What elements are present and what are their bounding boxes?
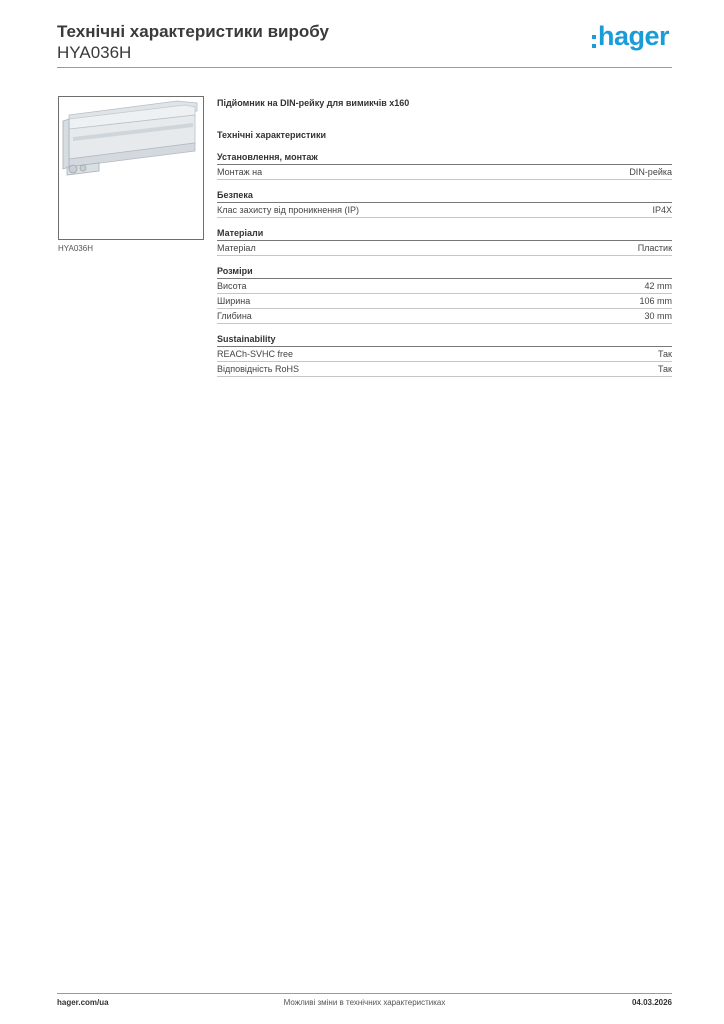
spec-value: 30 mm bbox=[644, 311, 672, 321]
product-code: HYA036H bbox=[57, 43, 132, 62]
spec-value: 42 mm bbox=[644, 281, 672, 291]
spec-group-sustainability bbox=[217, 332, 672, 377]
hager-logo bbox=[592, 21, 672, 55]
page-title: Технічні характеристики виробу bbox=[57, 22, 329, 41]
spec-row bbox=[217, 241, 672, 256]
din-rail-lifter-icon bbox=[59, 97, 203, 239]
group-title: Розміри bbox=[217, 264, 672, 279]
group-title: Sustainability bbox=[217, 332, 672, 347]
spec-group-installation bbox=[217, 150, 672, 180]
spec-row bbox=[217, 165, 672, 180]
spec-value: Пластик bbox=[637, 243, 672, 253]
page-footer bbox=[57, 998, 672, 1012]
spec-value: DIN-рейка bbox=[629, 167, 672, 177]
tech-section-title: Технічні характеристики bbox=[217, 130, 326, 140]
spec-label: Ширина bbox=[217, 296, 251, 306]
logo-dots-icon bbox=[592, 35, 597, 51]
spec-row bbox=[217, 294, 672, 309]
product-name: Підйомник на DIN-рейку для вимикчів x160 bbox=[217, 98, 410, 108]
spec-row bbox=[217, 309, 672, 324]
spec-label: REACh-SVHC free bbox=[217, 349, 294, 359]
header-divider bbox=[57, 67, 672, 68]
logo-text: hager bbox=[598, 21, 670, 51]
footer-date: 04.03.2026 bbox=[631, 998, 672, 1007]
spec-label: Висота bbox=[217, 281, 247, 291]
spec-row bbox=[217, 347, 672, 362]
spec-label: Матеріал bbox=[217, 243, 256, 253]
spec-group-safety bbox=[217, 188, 672, 218]
spec-value: 106 mm bbox=[639, 296, 672, 306]
spec-label: Глибина bbox=[217, 311, 252, 321]
page-header bbox=[57, 20, 672, 70]
image-caption: HYA036H bbox=[58, 244, 93, 253]
spec-group-dimensions bbox=[217, 264, 672, 324]
group-title: Безпека bbox=[217, 188, 672, 203]
spec-panel bbox=[217, 96, 672, 377]
spec-row bbox=[217, 279, 672, 294]
footer-website-link[interactable]: hager.com/ua bbox=[57, 998, 109, 1007]
spec-label: Клас захисту від проникнення (IP) bbox=[217, 205, 360, 215]
spec-row bbox=[217, 203, 672, 218]
spec-label: Відповідність RoHS bbox=[217, 364, 299, 374]
group-title: Матеріали bbox=[217, 226, 672, 241]
group-title: Установлення, монтаж bbox=[217, 150, 672, 165]
spec-group-materials bbox=[217, 226, 672, 256]
product-image bbox=[58, 96, 204, 240]
spec-value: Так bbox=[657, 364, 672, 374]
footer-note: Можливі зміни в технічних характеристиках bbox=[283, 998, 446, 1007]
spec-row bbox=[217, 362, 672, 377]
footer-divider bbox=[57, 993, 672, 994]
spec-value: IP4X bbox=[652, 205, 672, 215]
spec-label: Монтаж на bbox=[217, 167, 263, 177]
spec-value: Так bbox=[657, 349, 672, 359]
